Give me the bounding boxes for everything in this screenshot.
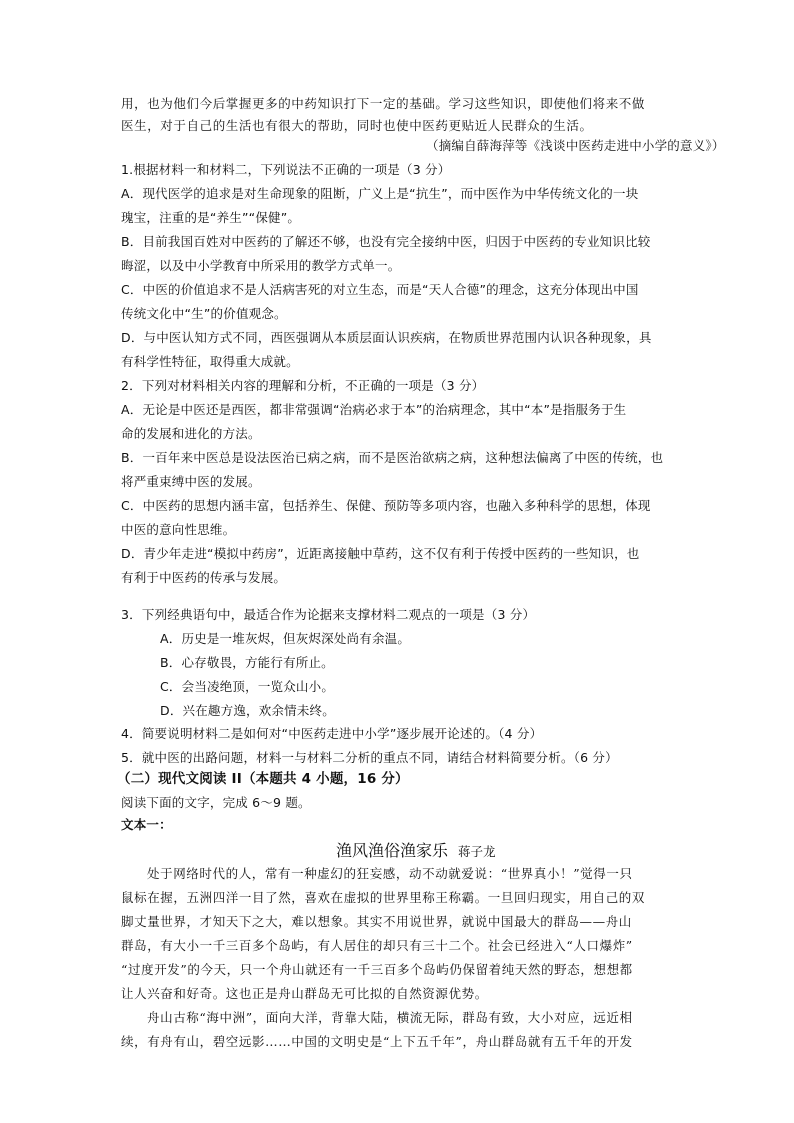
essay-title: 渔风渔俗渔家乐 bbox=[336, 841, 449, 860]
q1-option-b: B．目前我国百姓对中医药的了解还不够，也没有完全接纳中医，归因于中医药的专业知识比较 bbox=[121, 234, 651, 249]
q2-stem: 2．下列对材料相关内容的理解和分析，不正确的一项是（3 分） bbox=[121, 378, 485, 393]
essay-title-row bbox=[336, 843, 496, 860]
q5-stem: 5．就中医的出路问题，材料一与材料二分析的重点不同，请结合材料简要分析。（6 分） bbox=[121, 750, 618, 765]
essay-line: “过度开发”的今天，只一个舟山就还有一千三百多个岛屿仍保留着纯天然的野态，想想都 bbox=[121, 962, 633, 977]
q1-option-a: A．现代医学的追求是对生命现象的阻断，广义上是“抗生”，而中医作为中华传统文化的一块 bbox=[121, 186, 639, 201]
essay-line: 续，有舟有山，碧空远影……中国的文明史是“上下五千年”，舟山群岛就有五千年的开发 bbox=[121, 1034, 633, 1049]
q3-stem: 3．下列经典语句中，最适合作为论据来支撑材料二观点的一项是（3 分） bbox=[121, 607, 536, 622]
q1-option-c-cont: 传统文化中“生”的价值观念。 bbox=[121, 306, 287, 321]
q1-option-d: D．与中医认知方式不同，西医强调从本质层面认识疾病，在物质世界范围内认识各种现象，具 bbox=[121, 330, 652, 345]
text1-label: 文本一： bbox=[121, 817, 172, 832]
material2-line: 医生，对于自己的生活也有很大的帮助，同时也使中医药更贴近人民群众的生活。 bbox=[121, 118, 593, 133]
q2-option-a: A．无论是中医还是西医，都非常强调“治病必求于本”的治病理念，其中“本”是指服务于生 bbox=[121, 402, 627, 417]
q2-option-b: B．一百年来中医总是设法医治已病之病，而不是医治欲病之病，这种想法偏离了中医的传统，也 bbox=[121, 450, 664, 465]
essay-line: 处于网络时代的人，常有一种虚幻的狂妄感，动不动就爱说：“世界真小！”觉得一只 bbox=[147, 866, 633, 881]
q3-option-c: C．会当凌绝顶，一览众山小。 bbox=[160, 679, 335, 694]
q1-option-b-cont: 晦涩，以及中小学教育中所采用的教学方式单一。 bbox=[121, 258, 401, 273]
essay-line: 鼠标在握，五洲四洋一目了然，喜欢在虚拟的世界里称王称霸。一旦回归现实，用自己的双 bbox=[121, 890, 646, 905]
material2-source: （摘编自薛海萍等《浅谈中医药走进中小学的意义》） bbox=[426, 138, 725, 153]
section-instruction: 阅读下面的文字，完成 6～9 题。 bbox=[121, 795, 311, 810]
q4-stem: 4．简要说明材料二是如何对“中医药走进中小学”逐步展开论述的。（4 分） bbox=[121, 726, 543, 741]
essay-line: 群岛，有大小一千三百多个岛屿，有人居住的却只有三十二个。社会已经进入“人口爆炸” bbox=[121, 938, 633, 953]
essay-line: 舟山古称“海中洲”，面向大洋，背靠大陆，横流无际，群岛有致，大小对应，远近相 bbox=[147, 1010, 633, 1025]
section-heading: （二）现代文阅读 II（本题共 4 小题，16 分） bbox=[117, 771, 409, 787]
q1-option-c: C．中医的价值追求不是人活病害死的对立生态，而是“天人合德”的理念，这充分体现出中国 bbox=[121, 282, 639, 297]
q2-option-c-cont: 中医的意向性思维。 bbox=[121, 522, 236, 537]
q1-stem: 1.根据材料一和材料二，下列说法不正确的一项是（3 分） bbox=[121, 162, 451, 177]
q3-option-b: B．心存敬畏，方能行有所止。 bbox=[160, 655, 334, 670]
q3-option-a: A．历史是一堆灰烬，但灰烬深处尚有余温。 bbox=[160, 631, 411, 646]
q2-option-b-cont: 将严重束缚中医的发展。 bbox=[121, 474, 261, 489]
q2-option-a-cont: 命的发展和进化的方法。 bbox=[121, 426, 261, 441]
q2-option-c: C．中医药的思想内涵丰富，包括养生、保健、预防等多项内容，也融入多种科学的思想，体现 bbox=[121, 498, 651, 513]
essay-line: 让人兴奋和好奇。这也正是舟山群岛无可比拟的自然资源优势。 bbox=[121, 986, 488, 1001]
q1-option-a-cont: 瑰宝，注重的是“养生”“保健”。 bbox=[121, 210, 301, 225]
essay-line: 脚丈量世界，才知天下之大，难以想象。其实不用说世界，就说中国最大的群岛——舟山 bbox=[121, 914, 632, 929]
material2-line: 用，也为他们今后掌握更多的中药知识打下一定的基础。学习这些知识，即使他们将来不做 bbox=[121, 96, 646, 111]
q1-option-d-cont: 有科学性特征，取得重大成就。 bbox=[121, 354, 299, 369]
essay-author: 蒋子龙 bbox=[458, 844, 496, 859]
q3-option-d: D．兴在趣方逸，欢余情未终。 bbox=[160, 703, 335, 718]
q2-option-d-cont: 有利于中医药的传承与发展。 bbox=[121, 570, 287, 585]
q2-option-d: D．青少年走进“模拟中药房”，近距离接触中草药，这不仅有利于传授中医药的一些知识，也 bbox=[121, 546, 640, 561]
